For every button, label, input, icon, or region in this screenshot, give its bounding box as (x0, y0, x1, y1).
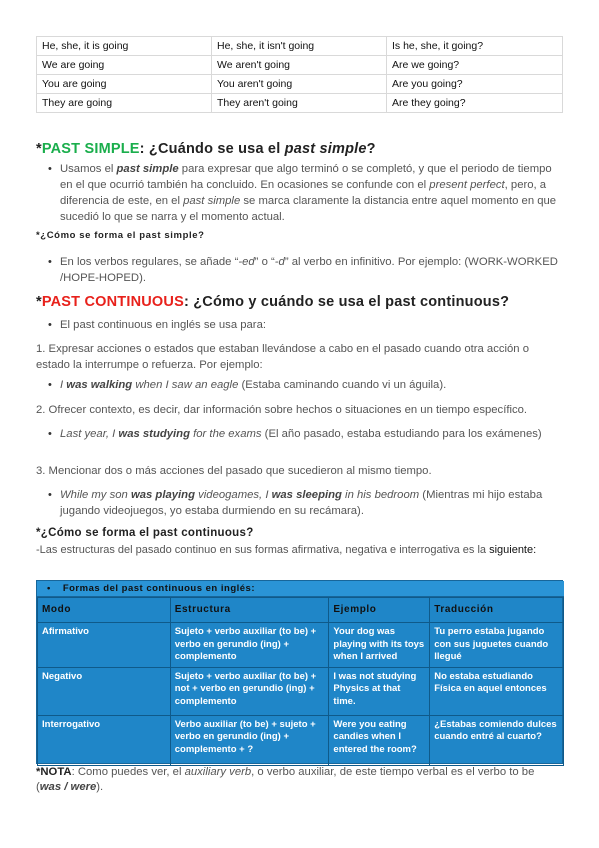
table-row (38, 715, 564, 765)
table-cell: They aren't going (212, 94, 387, 113)
table-cell: We aren't going (212, 56, 387, 75)
table-cell: Are you going? (387, 75, 563, 94)
header-cell: Modo (38, 598, 171, 623)
table-cell: No estaba estudiando Física en aquel entonces (430, 667, 564, 715)
header-cell: Ejemplo (329, 598, 430, 623)
past-continuous-intro: • El past continuous en inglés se usa para: (60, 317, 560, 333)
use-2: 2. Ofrecer contexto, es decir, dar información sobre hechos o situaciones en un tiempo específico. (36, 404, 528, 416)
table-cell: He, she, it isn't going (212, 37, 387, 56)
bullet-icon: • (47, 583, 51, 594)
past-simple-description: • Usamos el past simple para expresar que algo terminó o se completó, y que el periodo de tiempo en el que ocurrió también ha concluido. En ocasiones se confunde con el present perfect, pero, a diferencia de este, en el past simple se marca claramente la distancia entre aquel momento en que sucedió lo que se narra y el momento actual. (60, 161, 560, 225)
table-cell: You are going (37, 75, 212, 94)
example-2: • Last year, I was studying for the exams (El año pasado, estaba estudiando para los exámenes) (60, 426, 560, 442)
example-1: • I was walking when I saw an eagle (Estaba caminando cuando vi un águila). (60, 377, 560, 393)
table-row (37, 75, 563, 94)
table-cell: Are they going? (387, 94, 563, 113)
table-cell: Tu perro estaba jugando con sus juguetes cuando llegué (430, 623, 564, 668)
past-continuous-form-heading: *¿Cómo se forma el past continuous? (36, 527, 254, 539)
table-row (38, 623, 564, 668)
table-cell: They are going (37, 94, 212, 113)
conjugation-table (36, 36, 563, 113)
table-cell: Your dog was playing with its toys when I arrived (329, 623, 430, 668)
table-cell: You aren't going (212, 75, 387, 94)
header-cell: Estructura (170, 598, 329, 623)
use-3: 3. Mencionar dos o más acciones del pasado que sucedieron al mismo tiempo. (36, 465, 432, 477)
table-cell: ¿Estabas comiendo dulces cuando entré al cuarto? (430, 715, 564, 765)
use-1: 1. Expresar acciones o estados que estaban llevándose a cabo en el pasado cuando otra acción o estado la interrumpe o refuerza. Por ejemplo: (36, 343, 530, 371)
table-header-row (38, 598, 564, 623)
table-cell: Afirmativo (38, 623, 171, 668)
past-simple-form-heading: *¿Cómo se forma el past simple? (36, 230, 205, 241)
table-cell: Is he, she, it going? (387, 37, 563, 56)
past-simple-form-description: • En los verbos regulares, se añade “-ed” o “-d” al verbo en infinitivo. Por ejemplo: (WORK-WORKED /HOPE-HOPED). (60, 254, 560, 286)
table-cell: He, she, it is going (37, 37, 212, 56)
table-cell: We are going (37, 56, 212, 75)
forms-table (36, 580, 563, 764)
table-cell: Were you eating candies when I entered the room? (329, 715, 430, 765)
table-row (38, 667, 564, 715)
forms-table-grid (37, 597, 564, 766)
past-continuous-heading: *PAST CONTINUOUS: ¿Cómo y cuándo se usa el past continuous? (36, 294, 510, 310)
table-row (37, 37, 563, 56)
past-simple-heading: *PAST SIMPLE: ¿Cuándo se usa el past simple? (36, 141, 376, 157)
header-cell: Traducción (430, 598, 564, 623)
table-cell: Sujeto + verbo auxiliar (to be) + not + verbo en gerundio (ing) + complemento (170, 667, 329, 715)
example-3: • While my son was playing videogames, I was sleeping in his bedroom (Mientras mi hijo estaba jugando videojuegos, yo estaba durmiendo en su recámara). (60, 487, 560, 519)
table-cell: I was not studying Physics at that time. (329, 667, 430, 715)
table-row (37, 56, 563, 75)
table-cell: Interrogativo (38, 715, 171, 765)
nota-paragraph: *NOTA: Como puedes ver, el auxiliary verb, o verbo auxiliar, de este tiempo verbal es el verbo to be (was / were). (36, 766, 535, 793)
table-row (37, 94, 563, 113)
table-cell: Verbo auxiliar (to be) + sujeto + verbo en gerundio (ing) + complemento + ? (170, 715, 329, 765)
table-cell: Negativo (38, 667, 171, 715)
forms-table-title: • Formas del past continuous en inglés: (37, 581, 564, 597)
forms-intro: -Las estructuras del pasado continuo en sus formas afirmativa, negativa e interrogativa es la siguiente: (36, 544, 537, 556)
table-cell: Sujeto + verbo auxiliar (to be) + verbo en gerundio (ing) + complemento (170, 623, 329, 668)
table-cell: Are we going? (387, 56, 563, 75)
